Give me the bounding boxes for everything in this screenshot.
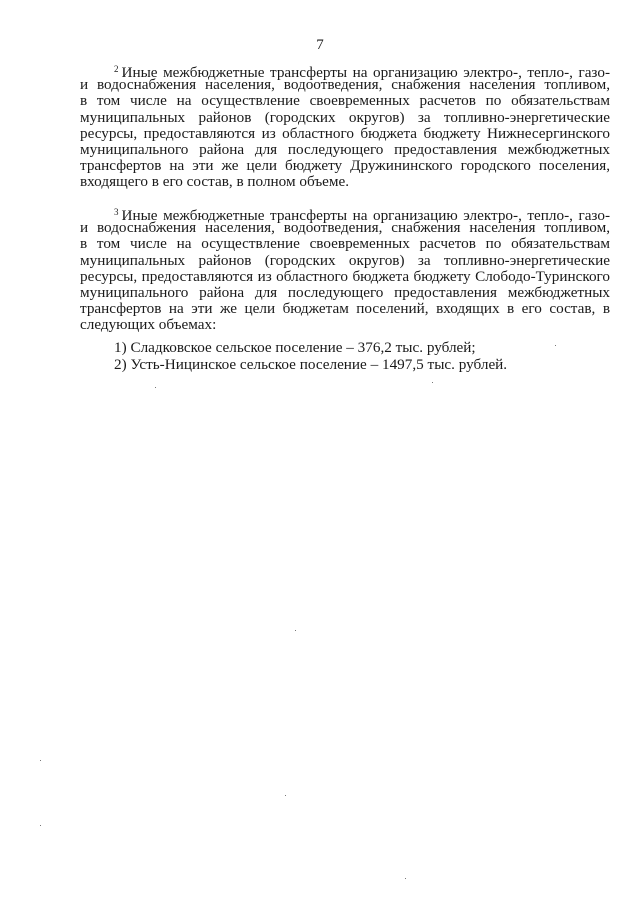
footnote-line: ресурсы, предоставляются из областного бюджета бюджету Слободо-Туринского [80, 267, 610, 285]
footnote-line: и водоснабжения населения, водоотведения, снабжения населения топливом, [80, 76, 610, 94]
footnote-line: муниципального района для последующего предоставления межбюджетных [80, 140, 610, 158]
list-item: 2) Усть-Ницинское сельское поселение – 1497,5 тыс. рублей. [114, 356, 508, 373]
scan-speck [432, 382, 433, 383]
scan-speck [555, 345, 556, 346]
allocation-list [114, 339, 614, 373]
scan-speck [155, 387, 156, 388]
footnote-line: трансфертов на эти же цели бюджетам поселений, входящих в его состав, в [80, 300, 610, 318]
footnote-marker: 2 [114, 64, 119, 74]
footnote-line: трансфертов на эти же цели бюджету Дружининского городского поселения, [80, 157, 610, 175]
footnote-line: в том числе на осуществление своевременных расчетов по обязательствам [80, 92, 610, 110]
list-item: 1) Сладковское сельское поселение – 376,2 тыс. рублей; [114, 339, 476, 356]
scan-speck [405, 878, 406, 879]
footnote-line: $^2$ Иные межбюджетные трансферты на организацию электро-, тепло-, газо- [114, 64, 610, 81]
scan-speck [40, 760, 41, 761]
scan-speck [285, 795, 286, 796]
footnote-line: следующих объемах: [80, 316, 217, 334]
footnote-line: и водоснабжения населения, водоотведения, снабжения населения топливом, [80, 219, 610, 237]
footnote-marker: 3 [114, 207, 119, 217]
page-number: 7 [316, 37, 324, 53]
footnote-line: муниципальных районов (городских округов) за топливно-энергетические [80, 251, 610, 269]
footnote-line: муниципальных районов (городских округов) за топливно-энергетические [80, 108, 610, 126]
footnote-2 [80, 61, 610, 191]
footnote-line: ресурсы, предоставляются из областного бюджета бюджету Нижнесергинского [80, 124, 610, 142]
footnote-line: в том числе на осуществление своевременных расчетов по обязательствам [80, 235, 610, 253]
scan-speck [295, 630, 296, 631]
footnote-line: входящего в его состав, в полном объеме. [80, 173, 350, 191]
footnote-3 [80, 204, 610, 334]
scan-speck [40, 825, 41, 826]
footnote-line: $^3$ Иные межбюджетные трансферты на организацию электро-, тепло-, газо- [114, 207, 610, 224]
footnote-line: муниципального района для последующего предоставления межбюджетных [80, 283, 610, 301]
